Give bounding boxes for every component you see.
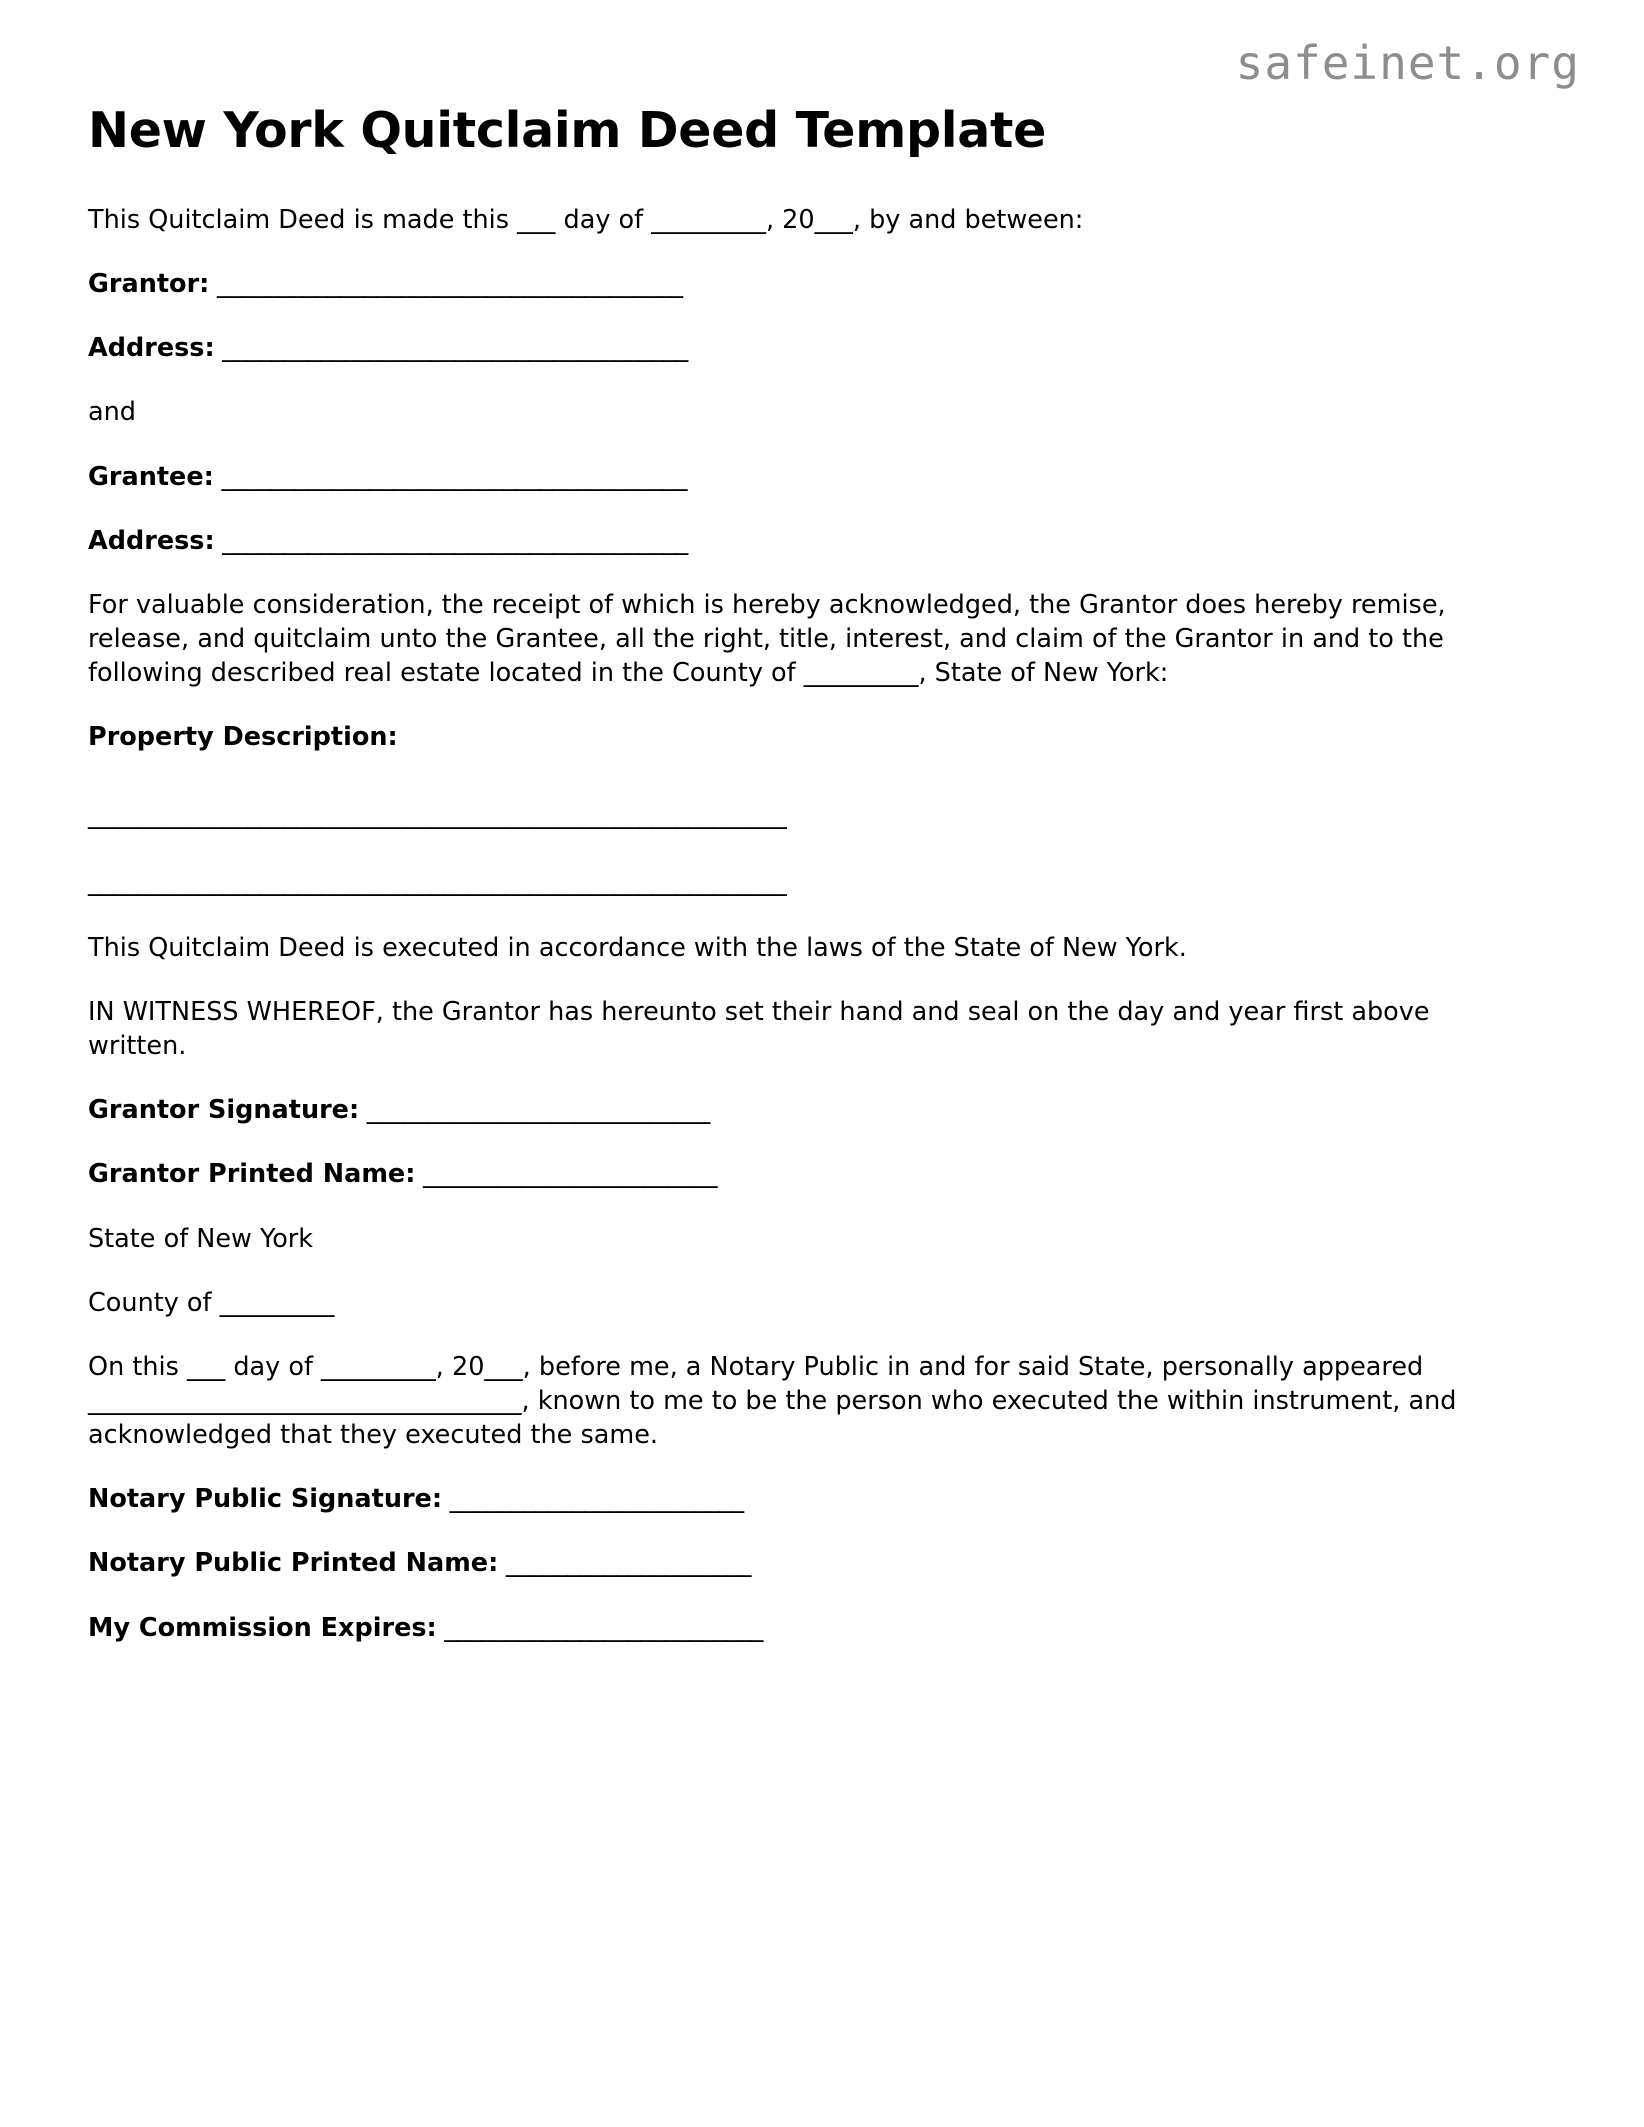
grantor-label: Grantor:: [88, 269, 210, 300]
notary-printed-name-field: [88, 1546, 1558, 1580]
county-line[interactable]: County of _________: [88, 1287, 335, 1318]
notary-signature-field: [88, 1482, 1558, 1516]
notary-printed-name-label: Notary Public Printed Name:: [88, 1548, 499, 1579]
grantee-label: Grantee:: [88, 461, 214, 492]
grantor-field: [88, 267, 1558, 301]
property-blank-line-2[interactable]: _________________________________________________________: [88, 866, 787, 897]
grantor-printed-name-blank[interactable]: ________________________: [415, 1159, 718, 1190]
grantee-address-blank[interactable]: ______________________________________: [214, 525, 688, 556]
grantor-address-field: [88, 331, 1558, 365]
grantor-blank[interactable]: ______________________________________: [209, 269, 683, 300]
grantor-printed-name-field: [88, 1157, 1558, 1191]
consideration-paragraph: For valuable consideration, the receipt of which is hereby acknowledged, the Grantor does hereby remise, release, and quitclaim unto the Grantee, all the right, title, interest, and claim of the Grantor in and to the following described real estate located in the County of _________, State of New York:: [88, 589, 1446, 689]
grantor-address-label: Address:: [88, 333, 215, 364]
spacer: [88, 784, 1558, 798]
and-connector: and: [88, 397, 136, 428]
notary-signature-label: Notary Public Signature:: [88, 1484, 443, 1515]
commission-expires-blank[interactable]: __________________________: [436, 1612, 763, 1643]
property-blank-line-1[interactable]: _________________________________________________________: [88, 800, 787, 831]
grantor-signature-blank[interactable]: ____________________________: [359, 1095, 710, 1126]
witness-clause: IN WITNESS WHEREOF, the Grantor has hereunto set their hand and seal on the day and year first above written.: [88, 996, 1430, 1062]
notary-signature-blank[interactable]: ________________________: [442, 1484, 744, 1515]
commission-expires-field: [88, 1611, 1558, 1645]
site-watermark: safeinet.org: [1235, 36, 1580, 90]
document-content: [88, 104, 1558, 1675]
grantee-address-field: [88, 524, 1558, 558]
commission-expires-label: My Commission Expires:: [88, 1612, 437, 1643]
execution-clause: This Quitclaim Deed is executed in accordance with the laws of the State of New York.: [88, 932, 1187, 963]
grantor-printed-name-label: Grantor Printed Name:: [88, 1159, 416, 1190]
notary-acknowledgement: On this ___ day of _________, 20___, before me, a Notary Public in and for said State, personally appeared __________________________________, known to me to be the person who executed the within instrument, and acknowledged that they executed the same.: [88, 1351, 1457, 1451]
page-title: New York Quitclaim Deed Template: [88, 102, 1047, 159]
property-description-heading: [88, 720, 1558, 754]
intro-paragraph: This Quitclaim Deed is made this ___ day of _________, 20___, by and between:: [88, 204, 1084, 235]
notary-printed-name-blank[interactable]: ____________________: [498, 1548, 751, 1579]
state-line: State of New York: [88, 1223, 314, 1254]
grantee-field: [88, 460, 1558, 494]
grantee-address-label: Address:: [88, 525, 215, 556]
grantor-signature-field: [88, 1093, 1558, 1127]
grantor-signature-label: Grantor Signature:: [88, 1095, 360, 1126]
grantee-blank[interactable]: ______________________________________: [213, 461, 687, 492]
property-description-label: Property Description:: [88, 722, 398, 753]
grantor-address-blank[interactable]: ______________________________________: [214, 333, 688, 364]
